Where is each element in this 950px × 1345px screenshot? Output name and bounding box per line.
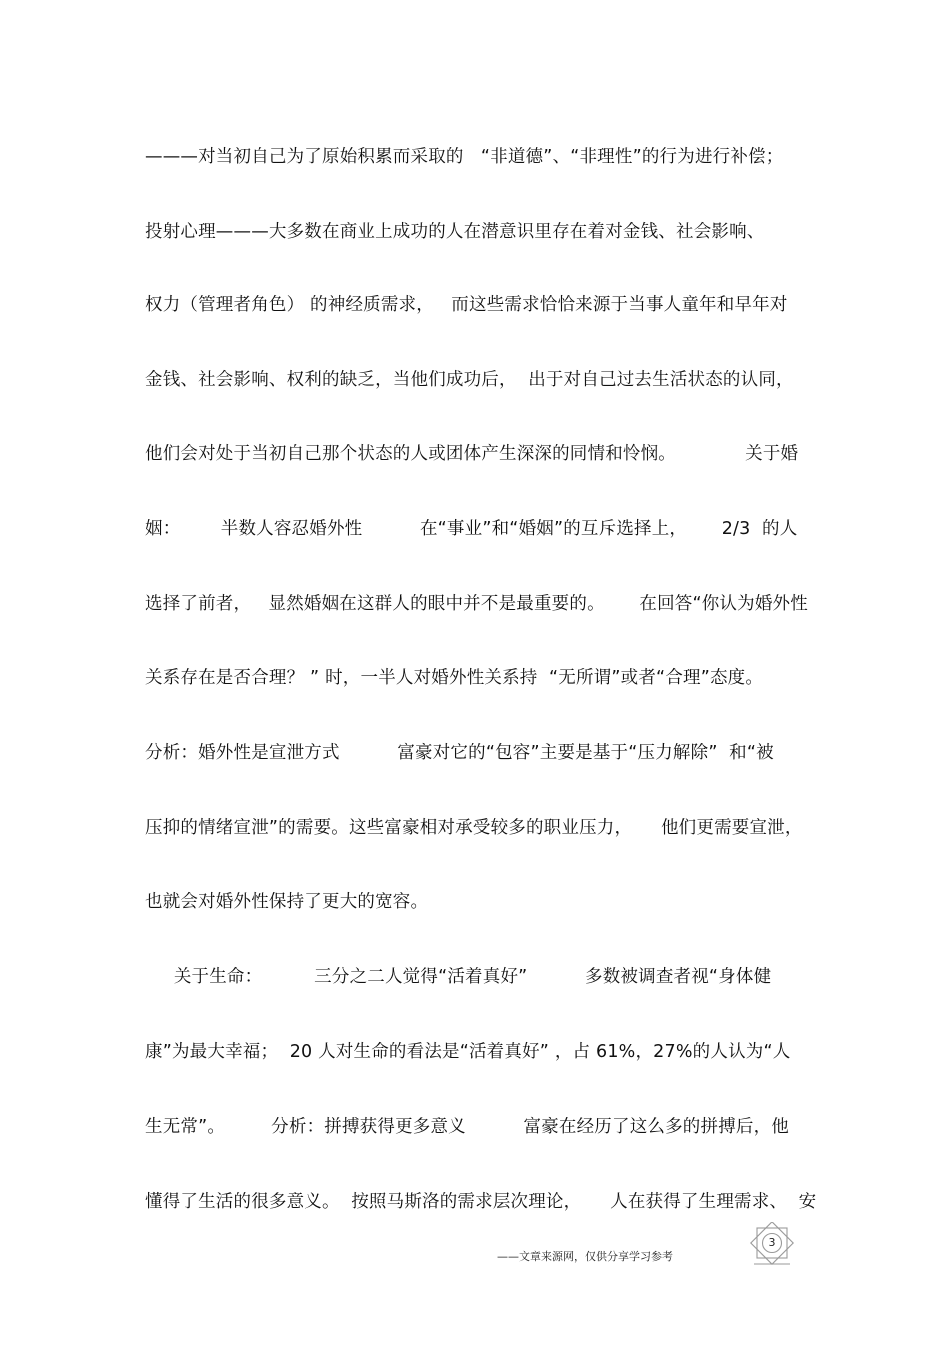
body-line-15: 懂得了生活的很多意义。 按照马斯洛的需求层次理论， 人在获得了生理需求、 安 bbox=[145, 1192, 817, 1212]
body-line-8: 关系存在是否合理？ ” 时，一半人对婚外性关系持 “无所谓”或者“合理”态度。 bbox=[145, 668, 764, 688]
body-line-13: 康”为最大幸福； 20 人对生命的看法是“活着真好” ，占 61%，27%的人认为“人 bbox=[145, 1042, 791, 1062]
body-line-12: 关于生命： 三分之二人觉得“活着真好” 多数被调查者视“身体健 bbox=[145, 967, 772, 987]
body-line-2: 投射心理———大多数在商业上成功的人在潜意识里存在着对金钱、社会影响、 bbox=[145, 222, 765, 242]
page-number-badge bbox=[748, 1222, 796, 1270]
page-number: 3 bbox=[768, 1236, 776, 1249]
body-line-1: ———对当初自己为了原始积累而采取的 “非道德”、“非理性”的行为进行补偿； bbox=[145, 147, 784, 167]
body-line-3: 权力（管理者角色） 的神经质需求， 而这些需求恰恰来源于当事人童年和早年对 bbox=[145, 295, 788, 315]
body-line-6: 姻： 半数人容忍婚外性 在“事业”和“婚姻”的互斥选择上， 2/3 的人 bbox=[145, 519, 798, 539]
body-line-9: 分析：婚外性是宣泄方式 富豪对它的“包容”主要是基于“压力解除” 和“被 bbox=[145, 743, 774, 763]
footer-source-note: ——文章来源网，仅供分享学习参考 bbox=[497, 1250, 673, 1263]
body-line-11: 也就会对婚外性保持了更大的宽容。 bbox=[145, 892, 429, 912]
body-line-5: 他们会对处于当初自己那个状态的人或团体产生深深的同情和怜悯。 关于婚 bbox=[145, 444, 799, 464]
body-line-4: 金钱、社会影响、权利的缺乏，当他们成功后， 出于对自己过去生活状态的认同， bbox=[145, 370, 794, 390]
body-line-14: 生无常”。 分析：拼搏获得更多意义 富豪在经历了这么多的拼搏后，他 bbox=[145, 1117, 789, 1137]
body-line-10: 压抑的情绪宣泄”的需要。这些富豪相对承受较多的职业压力， 他们更需要宣泄， bbox=[145, 818, 803, 838]
body-line-7: 选择了前者， 显然婚姻在这群人的眼中并不是最重要的。 在回答“你认为婚外性 bbox=[145, 594, 808, 614]
